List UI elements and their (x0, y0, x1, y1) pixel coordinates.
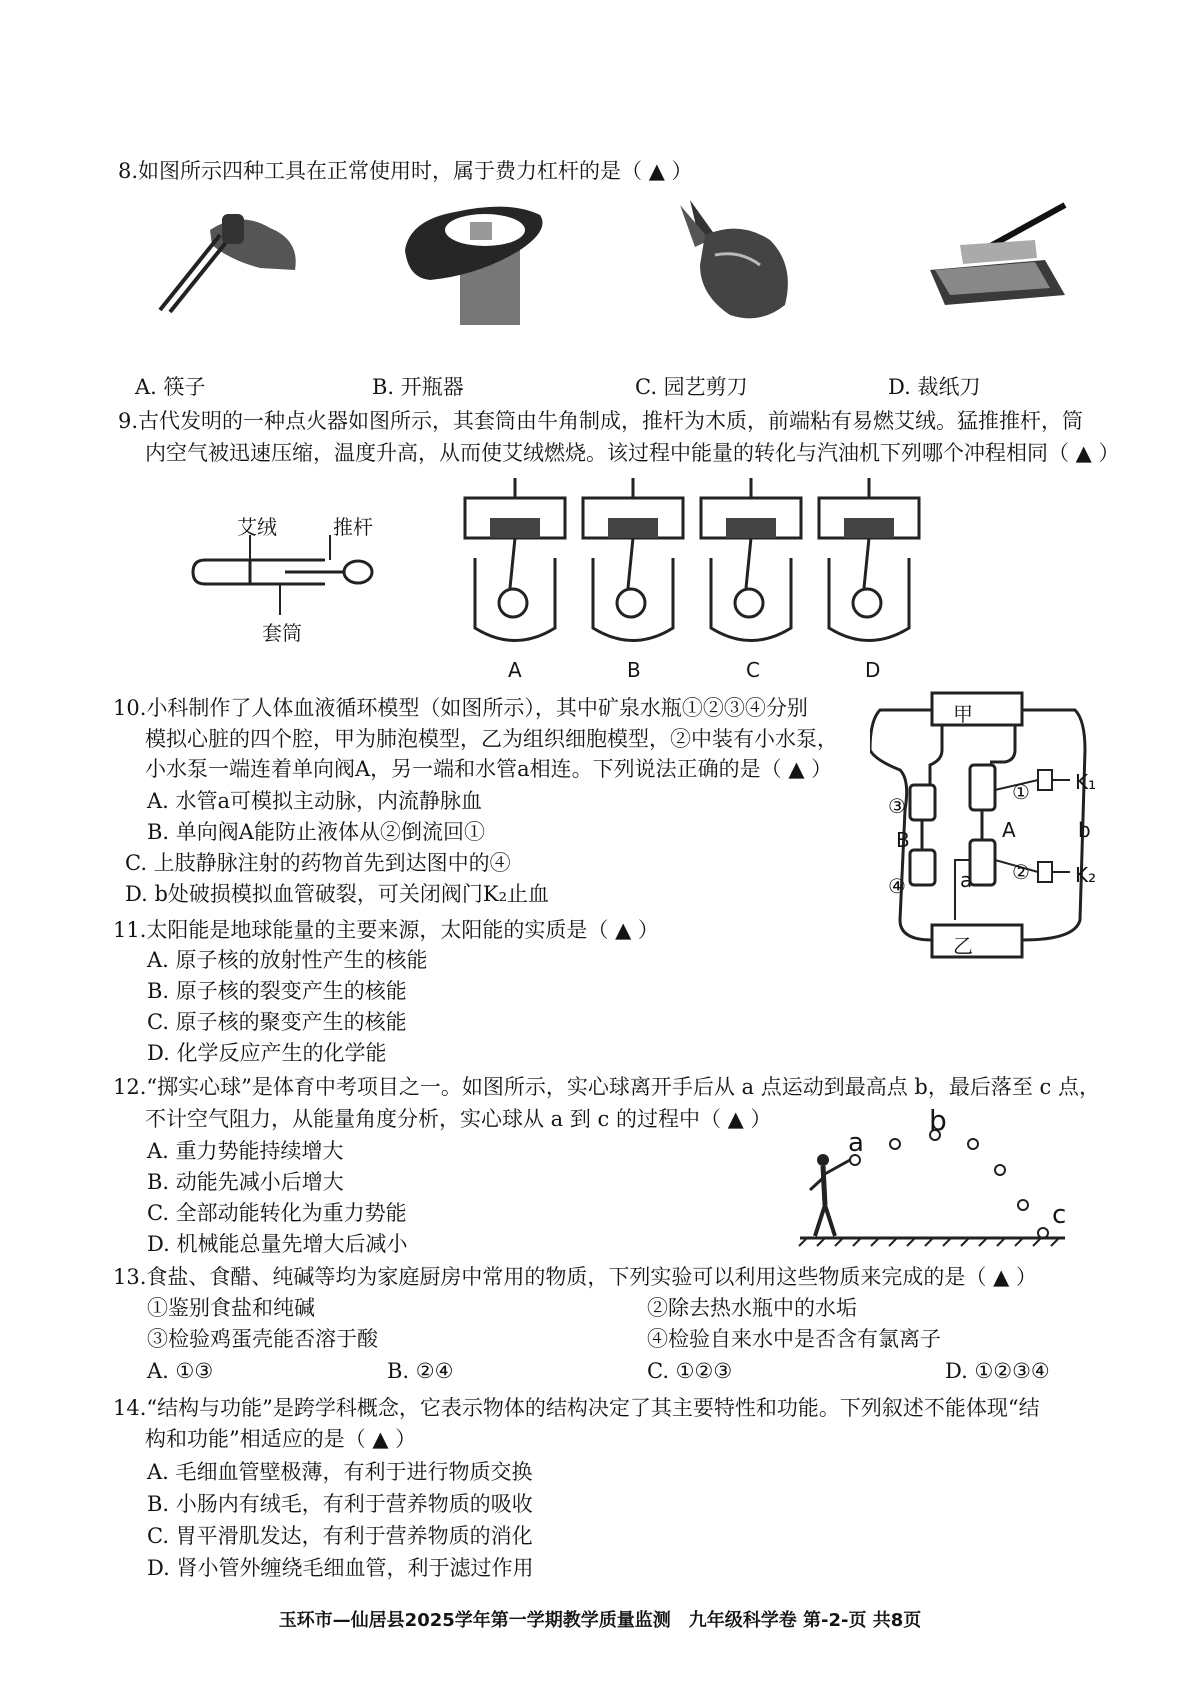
lung-model-label: 甲 (953, 702, 973, 726)
q11-stem: 11.太阳能是地球能量的主要来源，太阳能的实质是（ ▲ ） (113, 918, 659, 942)
valve-b-label: B (896, 828, 910, 852)
q14-option-a[interactable]: A. 毛细血管壁极薄，有利于进行物质交换 (147, 1460, 533, 1484)
q14-stem-line2: 构和功能”相适应的是（ ▲ ） (145, 1427, 417, 1451)
valve-a-label: A (1002, 818, 1016, 842)
page-footer: 玉环市—仙居县2025学年第一学期教学质量监测 九年级科学卷 第-2-页 共8页 (278, 1610, 922, 1631)
tube-b-label: b (1078, 818, 1091, 842)
tube-a-label: a (960, 868, 973, 892)
chamber-1-label: ① (1012, 780, 1030, 804)
q12-option-d[interactable]: D. 机械能总量先增大后减小 (147, 1232, 408, 1256)
push-rod-label: 推杆 (333, 515, 373, 539)
q14-option-b[interactable]: B. 小肠内有绒毛，有利于营养物质的吸收 (147, 1492, 533, 1516)
q8-option-c[interactable]: C. 园艺剪刀 (635, 375, 748, 399)
tinder-label: 艾绒 (237, 515, 277, 539)
engine-label-b[interactable]: B (627, 658, 641, 682)
q13-option-d[interactable]: D. ①②③④ (945, 1359, 1050, 1383)
paper-cutter-image (925, 200, 1075, 315)
q10-stem-line1: 10.小科制作了人体血液循环模型（如图所示），其中矿泉水瓶①②③④分别 (113, 696, 808, 720)
q10-option-b[interactable]: B. 单向阀A能防止液体从②倒流回① (147, 820, 485, 844)
valve-k1-label: K₁ (1075, 770, 1097, 794)
engine-label-a[interactable]: A (508, 658, 522, 682)
chamber-3-label: ③ (888, 794, 906, 818)
engine-label-d[interactable]: D (865, 658, 881, 682)
engine-strokes-diagram (455, 478, 935, 658)
q10-stem-line2: 模拟心脏的四个腔，甲为肺泡模型，乙为组织细胞模型，②中装有小水泵， (145, 727, 838, 751)
q11-option-b[interactable]: B. 原子核的裂变产生的核能 (147, 979, 407, 1003)
point-a-label: a (848, 1128, 864, 1158)
chopsticks-image (150, 200, 300, 320)
garden-shears-image (660, 195, 810, 330)
valve-k2-label: K₂ (1075, 863, 1097, 887)
q9-stem-line1: 9.古代发明的一种点火器如图所示，其套筒由牛角制成，推杆为木质，前端粘有易燃艾绒。猛推推杆，筒 (118, 409, 1084, 433)
point-c-label: c (1052, 1200, 1067, 1230)
q11-option-d[interactable]: D. 化学反应产生的化学能 (147, 1041, 387, 1065)
q12-option-a[interactable]: A. 重力势能持续增大 (147, 1139, 344, 1163)
engine-label-c[interactable]: C (746, 658, 760, 682)
q13-item-3: ③检验鸡蛋壳能否溶于酸 (147, 1327, 378, 1351)
q12-stem-line2: 不计空气阻力，从能量角度分析，实心球从 a 到 c 的过程中（ ▲ ） (145, 1107, 772, 1131)
bottle-opener-image (400, 190, 560, 325)
q11-option-a[interactable]: A. 原子核的放射性产生的核能 (147, 948, 428, 972)
q13-item-2: ②除去热水瓶中的水垢 (647, 1296, 857, 1320)
chamber-2-label: ② (1012, 860, 1030, 884)
q8-option-d[interactable]: D. 裁纸刀 (888, 375, 981, 399)
q11-option-c[interactable]: C. 原子核的聚变产生的核能 (147, 1010, 407, 1034)
q14-option-d[interactable]: D. 肾小管外缠绕毛细血管，利于滤过作用 (147, 1556, 534, 1580)
q10-option-d[interactable]: D. b处破损模拟血管破裂，可关闭阀门K₂止血 (125, 882, 549, 906)
chamber-4-label: ④ (888, 874, 906, 898)
q9-stem-line2: 内空气被迅速压缩，温度升高，从而使艾绒燃烧。该过程中能量的转化与汽油机下列哪个冲程相同（ ▲ ） (145, 441, 1120, 465)
tissue-model-label: 乙 (953, 934, 973, 958)
q12-option-b[interactable]: B. 动能先减小后增大 (147, 1170, 344, 1194)
point-b-label: b (929, 1104, 947, 1137)
q8-stem: 8.如图所示四种工具在正常使用时，属于费力杠杆的是（ ▲ ） (118, 159, 693, 183)
q8-option-b[interactable]: B. 开瓶器 (372, 375, 464, 399)
q14-option-c[interactable]: C. 胃平滑肌发达，有利于营养物质的消化 (147, 1524, 533, 1548)
q13-stem: 13.食盐、食醋、纯碱等均为家庭厨房中常用的物质，下列实验可以利用这些物质来完成的是（ ▲ ） (113, 1265, 1037, 1289)
q13-option-c[interactable]: C. ①②③ (647, 1359, 733, 1383)
q13-option-a[interactable]: A. ①③ (147, 1359, 214, 1383)
sleeve-label: 套筒 (262, 621, 302, 645)
q13-item-4: ④检验自来水中是否含有氯离子 (647, 1327, 941, 1351)
q13-item-1: ①鉴别食盐和纯碱 (147, 1296, 315, 1320)
q13-option-b[interactable]: B. ②④ (387, 1359, 454, 1383)
q12-stem-line1: 12.“掷实心球”是体育中考项目之一。如图所示，实心球离开手后从 a 点运动到最高点 b，最后落至 c 点， (113, 1075, 1100, 1099)
q10-option-a[interactable]: A. 水管a可模拟主动脉，内流静脉血 (147, 789, 483, 813)
q12-option-c[interactable]: C. 全部动能转化为重力势能 (147, 1201, 407, 1225)
shot-put-diagram (795, 1120, 1095, 1250)
q10-option-c[interactable]: C. 上肢静脉注射的药物首先到达图中的④ (125, 851, 511, 875)
q14-stem-line1: 14.“结构与功能”是跨学科概念，它表示物体的结构决定了其主要特性和功能。下列叙述不能体现“结 (113, 1396, 1040, 1420)
q10-stem-line3: 小水泵一端连着单向阀A，另一端和水管a相连。下列说法正确的是（ ▲ ） (145, 757, 833, 781)
q8-option-a[interactable]: A. 筷子 (135, 375, 206, 399)
